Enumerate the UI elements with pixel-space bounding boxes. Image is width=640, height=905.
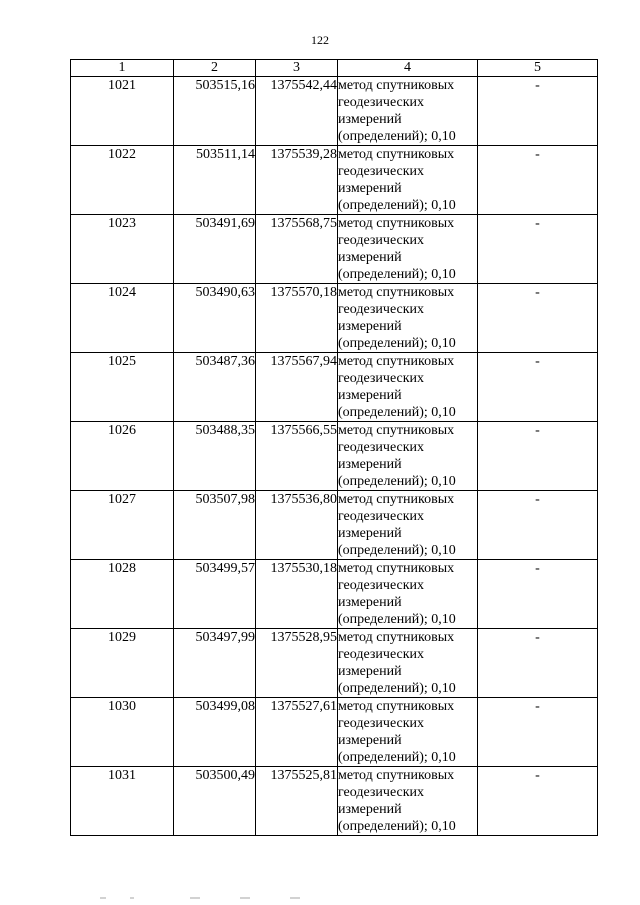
- method-text-line: метод спутниковых: [338, 354, 455, 369]
- method-text-line: геодезических: [338, 164, 425, 179]
- x-coordinate-cell: 503499,08: [174, 698, 256, 767]
- method-text-line: метод спутниковых: [338, 492, 455, 507]
- y-coordinate-cell: 1375570,18: [256, 284, 338, 353]
- method-text-line: геодезических: [338, 716, 425, 731]
- method-text-line: (определений); 0,10: [338, 474, 456, 489]
- note-cell: -: [478, 215, 598, 284]
- y-coordinate-cell: 1375525,81: [256, 767, 338, 836]
- point-number-cell: 1031: [71, 767, 174, 836]
- method-text-line: измерений: [338, 457, 402, 472]
- header-col-5: 5: [478, 60, 598, 77]
- point-number-cell: 1026: [71, 422, 174, 491]
- y-coordinate-cell: 1375528,95: [256, 629, 338, 698]
- method-text-line: (определений); 0,10: [338, 129, 456, 144]
- x-coordinate-cell: 503491,69: [174, 215, 256, 284]
- method-text-line: геодезических: [338, 785, 425, 800]
- method-text-line: геодезических: [338, 95, 425, 110]
- method-text-line: (определений); 0,10: [338, 405, 456, 420]
- method-cell: [338, 215, 478, 284]
- method-text-line: геодезических: [338, 440, 425, 455]
- table-row: [71, 215, 598, 284]
- table-row: [71, 698, 598, 767]
- note-cell: -: [478, 560, 598, 629]
- point-number-cell: 1022: [71, 146, 174, 215]
- point-number-cell: 1029: [71, 629, 174, 698]
- note-cell: -: [478, 77, 598, 146]
- y-coordinate-cell: 1375568,75: [256, 215, 338, 284]
- method-text-line: метод спутниковых: [338, 78, 455, 93]
- table-row: [71, 560, 598, 629]
- x-coordinate-cell: 503515,16: [174, 77, 256, 146]
- method-text-line: геодезических: [338, 647, 425, 662]
- method-text-line: (определений); 0,10: [338, 336, 456, 351]
- table-row: [71, 767, 598, 836]
- header-row: [71, 60, 598, 77]
- method-text-line: (определений); 0,10: [338, 681, 456, 696]
- x-coordinate-cell: 503488,35: [174, 422, 256, 491]
- x-coordinate-cell: 503500,49: [174, 767, 256, 836]
- method-text-line: метод спутниковых: [338, 285, 455, 300]
- method-text-line: геодезических: [338, 371, 425, 386]
- x-coordinate-cell: 503490,63: [174, 284, 256, 353]
- point-number-cell: 1024: [71, 284, 174, 353]
- method-cell: [338, 698, 478, 767]
- x-coordinate-cell: 503497,99: [174, 629, 256, 698]
- scan-artifact-marks: [100, 895, 320, 901]
- header-col-2: 2: [174, 60, 256, 77]
- method-text-line: метод спутниковых: [338, 216, 455, 231]
- method-text-line: метод спутниковых: [338, 768, 455, 783]
- page-number: 122: [311, 33, 329, 47]
- method-cell: [338, 767, 478, 836]
- method-text-line: геодезических: [338, 233, 425, 248]
- table-row: [71, 491, 598, 560]
- method-text-line: (определений); 0,10: [338, 819, 456, 834]
- method-cell: [338, 77, 478, 146]
- header-col-4: 4: [338, 60, 478, 77]
- header-col-1: 1: [71, 60, 174, 77]
- x-coordinate-cell: 503487,36: [174, 353, 256, 422]
- method-text-line: метод спутниковых: [338, 147, 455, 162]
- y-coordinate-cell: 1375536,80: [256, 491, 338, 560]
- method-text-line: измерений: [338, 319, 402, 334]
- method-cell: [338, 284, 478, 353]
- note-cell: -: [478, 629, 598, 698]
- method-text-line: геодезических: [338, 578, 425, 593]
- note-cell: -: [478, 284, 598, 353]
- y-coordinate-cell: 1375539,28: [256, 146, 338, 215]
- method-text-line: измерений: [338, 664, 402, 679]
- y-coordinate-cell: 1375566,55: [256, 422, 338, 491]
- y-coordinate-cell: 1375530,18: [256, 560, 338, 629]
- method-text-line: измерений: [338, 526, 402, 541]
- method-cell: [338, 146, 478, 215]
- method-text-line: метод спутниковых: [338, 699, 455, 714]
- point-number-cell: 1027: [71, 491, 174, 560]
- note-cell: -: [478, 353, 598, 422]
- note-cell: -: [478, 146, 598, 215]
- method-text-line: измерений: [338, 112, 402, 127]
- point-number-cell: 1028: [71, 560, 174, 629]
- y-coordinate-cell: 1375567,94: [256, 353, 338, 422]
- method-text-line: измерений: [338, 595, 402, 610]
- point-number-cell: 1025: [71, 353, 174, 422]
- note-cell: -: [478, 491, 598, 560]
- table-row: [71, 77, 598, 146]
- table-body: [71, 77, 598, 836]
- method-text-line: измерений: [338, 250, 402, 265]
- table-row: [71, 284, 598, 353]
- y-coordinate-cell: 1375542,44: [256, 77, 338, 146]
- x-coordinate-cell: 503511,14: [174, 146, 256, 215]
- x-coordinate-cell: 503499,57: [174, 560, 256, 629]
- method-text-line: измерений: [338, 733, 402, 748]
- table-row: [71, 422, 598, 491]
- table-row: [71, 146, 598, 215]
- y-coordinate-cell: 1375527,61: [256, 698, 338, 767]
- coordinates-table: [70, 59, 598, 836]
- method-text-line: метод спутниковых: [338, 561, 455, 576]
- method-text-line: метод спутниковых: [338, 630, 455, 645]
- method-text-line: (определений); 0,10: [338, 267, 456, 282]
- method-text-line: измерений: [338, 388, 402, 403]
- method-text-line: (определений); 0,10: [338, 750, 456, 765]
- method-text-line: геодезических: [338, 302, 425, 317]
- method-text-line: (определений); 0,10: [338, 198, 456, 213]
- header-col-3: 3: [256, 60, 338, 77]
- table-row: [71, 353, 598, 422]
- note-cell: -: [478, 767, 598, 836]
- point-number-cell: 1030: [71, 698, 174, 767]
- method-text-line: (определений); 0,10: [338, 612, 456, 627]
- table-row: [71, 629, 598, 698]
- method-cell: [338, 422, 478, 491]
- method-text-line: (определений); 0,10: [338, 543, 456, 558]
- method-text-line: геодезических: [338, 509, 425, 524]
- x-coordinate-cell: 503507,98: [174, 491, 256, 560]
- point-number-cell: 1023: [71, 215, 174, 284]
- method-text-line: метод спутниковых: [338, 423, 455, 438]
- method-cell: [338, 629, 478, 698]
- method-cell: [338, 353, 478, 422]
- method-text-line: измерений: [338, 181, 402, 196]
- note-cell: -: [478, 698, 598, 767]
- table-header: [71, 60, 598, 77]
- method-cell: [338, 560, 478, 629]
- note-cell: -: [478, 422, 598, 491]
- point-number-cell: 1021: [71, 77, 174, 146]
- method-text-line: измерений: [338, 802, 402, 817]
- method-cell: [338, 491, 478, 560]
